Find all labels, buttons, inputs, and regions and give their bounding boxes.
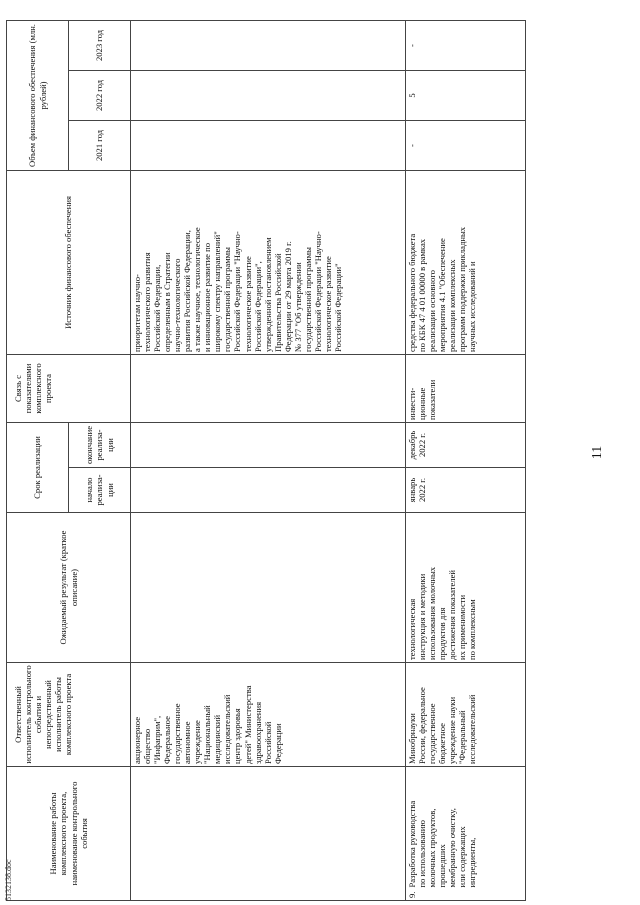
row9-end-cell [406,423,526,468]
row9-executor-text: Минобрнауки России, федеральное государственное бюджетное учреждение науки "Федеральный исследовательский [407,687,478,764]
table-row-9 [406,21,526,901]
row9-start-text: январь 2022 г. [407,477,428,503]
row9-2022-cell: 5 [406,71,526,121]
header-start: начало реализа-ции [69,468,131,513]
header-period: Срок реализации [7,423,69,513]
continued-end-cell [131,423,406,468]
row9-executor-cell [406,663,526,767]
row9-result-cell [406,513,526,663]
continued-source-cell [131,171,406,355]
continued-start-cell [131,468,406,513]
header-link: Связь с показателями комплексного проекта [7,355,131,423]
table-row-continued [131,21,406,901]
header-executor: Ответственный исполнитель контрольного события и непосредственный исполнитель работы комплексного проекта [7,663,131,767]
header-2021: 2021 год [69,121,131,171]
row9-work-cell [406,767,526,901]
row9-link-text: инвести- ционные показатели [407,379,438,420]
row9-start-cell [406,468,526,513]
continued-link-cell [131,355,406,423]
row9-number: 9. [407,891,417,898]
project-table [6,20,526,901]
continued-2023-cell [131,21,406,71]
row9-2023-cell: - [406,21,526,71]
document-id: 5132138.doc [4,859,13,901]
header-2022: 2022 год [69,71,131,121]
continued-2021-cell [131,121,406,171]
row9-source-cell [406,171,526,355]
header-work-name: Наименование работы комплексного проекта, наименование контрольного события [7,767,131,901]
header-result: Ожидаемый результат (краткое описание) [7,513,131,663]
header-2023: 2023 год [69,21,131,71]
continued-work-cell [131,767,406,901]
header-funding: Объем финансового обеспечения (млн. рублей) [7,21,69,171]
row9-source-text: средства федерального бюджета по КБК 47 4 01 00000 в рамках реализации основного мероприятия 4.1 "Обеспечение реализации комплексных программ поддержки прикладных научных исследований и [407,226,478,352]
row9-work-text: Разработка руководства по использованию молочных продуктов, прошедших мембранную очистку, или содержащих ингредиенты, [407,800,478,888]
continued-executor-cell [131,663,406,767]
continued-2022-cell [131,71,406,121]
header-source: Источник финансового обеспечения [7,171,131,355]
continued-source-text: приоритетам научно- технологического развития Российской Федерации, определенным в Стратегии научно-технологического развития Российской Федерации, а также научное, технологическое и инновационное развитие по широкому спектру направлений" государственной программы Российской Федерации "Научно- технологическое развитие Российской Федерации", утвержденной постановлением Правительства Российской Федерации от 29 марта 2019 г. № 377 "Об утверждении государственной программы Российской Федерации "Научно- технологическое развитие Российской Федерации" [132,227,343,352]
row9-2021-cell: - [406,121,526,171]
continued-result-cell [131,513,406,663]
header-end: окончание реализа-ции [69,423,131,468]
row9-result-text: технологическая инструкция и методики использования молочных продуктов для достижения показателей их применимости по комплексным [407,566,478,660]
page-number: 11 [590,445,605,460]
continued-executor-text: акционерное общество "Инфаприм", Федеральное государственное автономное учреждение "Национальный медицинский исследовательский центр здоровья детей" Министерства здравоохранения Российской Федерации [132,685,283,764]
row9-end-text: декабрь 2022 г. [407,430,428,460]
row9-link-cell [406,355,526,423]
